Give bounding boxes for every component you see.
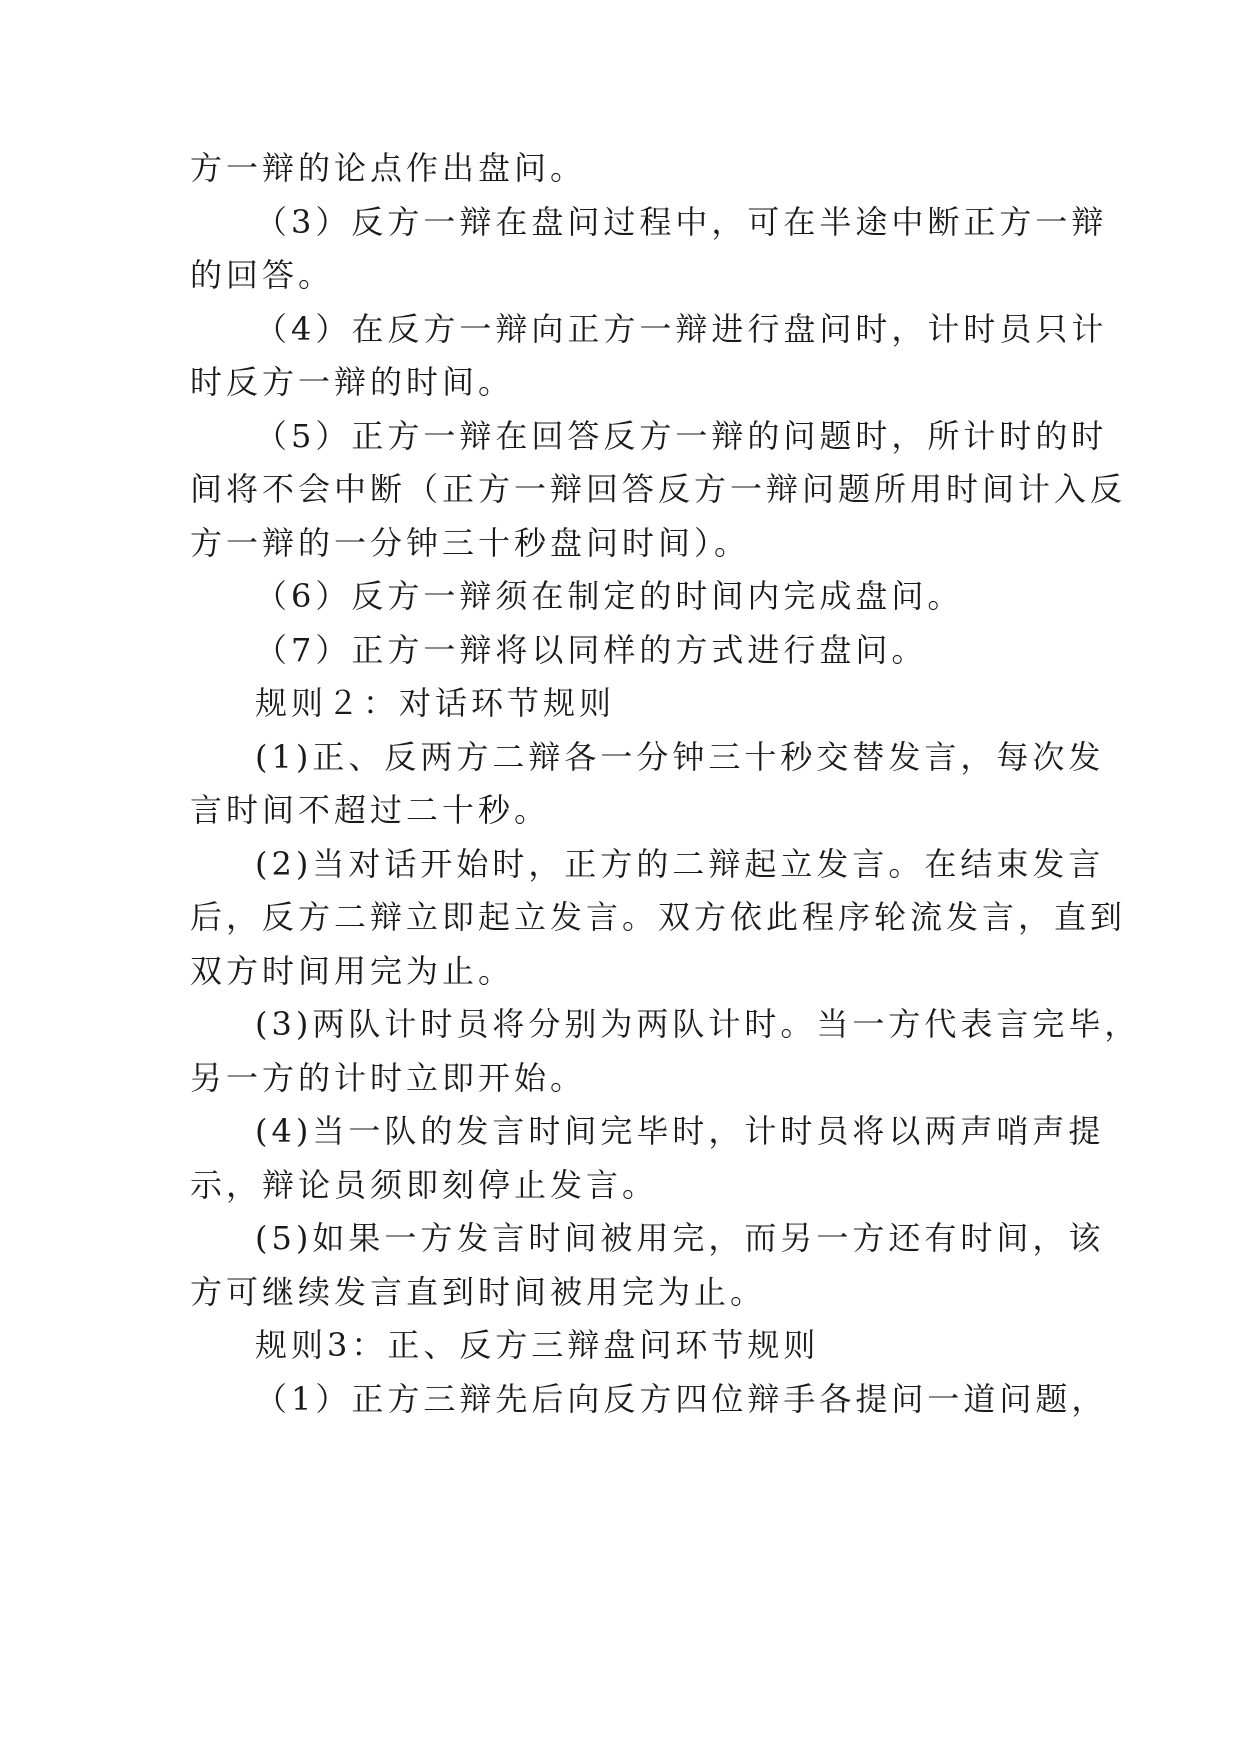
text-line: 方可继续发言直到时间被用完为止。 bbox=[190, 1273, 767, 1311]
text-line: (3)两队计时员将分别为两队计时。当一方代表言完毕， bbox=[255, 1005, 1141, 1043]
text-line: 方一辩的论点作出盘问。 bbox=[190, 149, 587, 187]
text-line: （6）反方一辩须在制定的时间内完成盘问。 bbox=[255, 577, 964, 615]
text-line: 的回答。 bbox=[190, 256, 335, 294]
text-line: 时反方一辩的时间。 bbox=[190, 363, 515, 401]
text-line: （1）正方三辩先后向反方四位辩手各提问一道问题， bbox=[255, 1380, 1108, 1418]
text-line: (1)正、反两方二辩各一分钟三十秒交替发言，每次发 bbox=[255, 738, 1105, 776]
text-line: (4)当一队的发言时间完毕时，计时员将以两声哨声提 bbox=[255, 1112, 1105, 1150]
text-line: 另一方的计时立即开始。 bbox=[190, 1059, 587, 1097]
text-line: 方一辩的一分钟三十秒盘问时间）。 bbox=[190, 524, 751, 562]
text-line: （4）在反方一辩向正方一辩进行盘问时，计时员只计 bbox=[255, 310, 1108, 348]
text-line: （5）正方一辩在回答反方一辩的问题时，所计时的时 bbox=[255, 417, 1108, 455]
text-line: 示，辩论员须即刻停止发言。 bbox=[190, 1166, 659, 1204]
text-line: 言时间不超过二十秒。 bbox=[190, 791, 551, 829]
text-line: （3）反方一辩在盘问过程中，可在半途中断正方一辩 bbox=[255, 203, 1108, 241]
text-line: (5)如果一方发言时间被用完，而另一方还有时间，该 bbox=[255, 1219, 1105, 1257]
text-line: 后，反方二辩立即起立发言。双方依此程序轮流发言，直到 bbox=[190, 898, 1127, 936]
section-heading: 规则3：正、反方三辩盘问环节规则 bbox=[255, 1326, 820, 1364]
text-line: （7）正方一辩将以同样的方式进行盘问。 bbox=[255, 631, 928, 669]
section-heading: 规则２：对话环节规则 bbox=[255, 684, 616, 722]
text-line: (2)当对话开始时，正方的二辩起立发言。在结束发言 bbox=[255, 845, 1105, 883]
text-line: 间将不会中断（正方一辩回答反方一辩问题所用时间计入反 bbox=[190, 470, 1127, 508]
text-line: 双方时间用完为止。 bbox=[190, 952, 515, 990]
